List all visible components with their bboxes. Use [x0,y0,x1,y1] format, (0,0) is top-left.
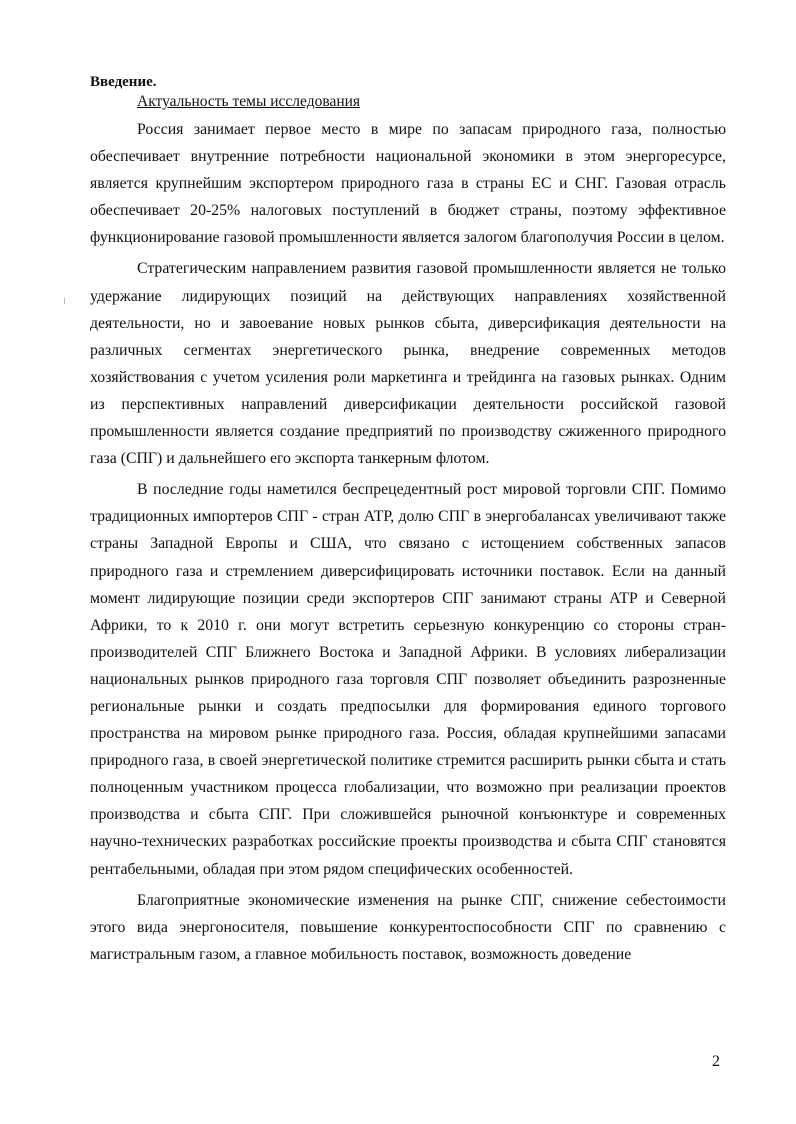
body-text [90,116,726,972]
paragraph: Стратегическим направлением развития газовой промышленности является не только удержание лидирующих позиций на действующих направлениях хозяйственной деятельности, но и завоевание новых рынков сбыта, диверсификация деятельности на различных сегментах энергетического рынка, внедрение современных методов хозяйствования с учетом усиления роли маркетинга и трейдинга на газовых рынках. Одним из перспективных направлений диверсификации деятельности российской газовой промышленности является создание предприятий по производству сжиженного природного газа (СПГ) и дальнейшего его экспорта танкерным флотом. [90,260,726,468]
page-number: 2 [712,1053,720,1070]
section-heading: Введение. [90,74,157,90]
margin-mark [64,298,65,304]
paragraph: В последние годы наметился беспрецедентный рост мировой торговли СПГ. Помимо традиционных импортеров СПГ - стран АТР, долю СПГ в энергобалансах увеличивают также страны Западной Европы и США, что связано с истощением собственных запасов природного газа и стремлением диверсифицировать источники поставок. Если на данный момент лидирующие позиции среди экспортеров СПГ занимают страны АТР и Северной Африки, то к 2010 г. они могут встретить серьезную конкуренцию со стороны стран-производителей СПГ Ближнего Востока и Западной Африки. В условиях либерализации национальных рынков природного газа торговля СПГ позволяет объединить разрозненные региональные рынки и создать предпосылки для формирования единого торгового пространства на мировом рынке природного газа. Россия, обладая крупнейшими запасами природного газа, в своей энергетической политике стремится расширить рынки сбыта и стать полноценным участником процесса глобализации, что возможно при реализации проектов производства и сбыта СПГ. При сложившейся рыночной конъюнктуре и современных научно-технических разработках российские проекты производства и сбыта СПГ становятся рентабельными, обладая при этом рядом специфических особенностей. [90,481,726,878]
paragraph: Россия занимает первое место в мире по запасам природного газа, полностью обеспечивает внутренние потребности национальной экономики в этом энергоресурсе, является крупнейшим экспортером природного газа в страны ЕС и СНГ. Газовая отрасль обеспечивает 20-25% налоговых поступлений в бюджет страны, поэтому эффективное функционирование газовой промышленности является залогом благополучия России в целом. [90,121,726,247]
paragraph: Благоприятные экономические изменения на рынке СПГ, снижение себестоимости этого вида энергоносителя, повышение конкурентоспособности СПГ по сравнению с магистральным газом, а главное мобильность поставок, возможность доведение [90,891,726,963]
section-subheading: Актуальность темы исследования [137,93,361,110]
